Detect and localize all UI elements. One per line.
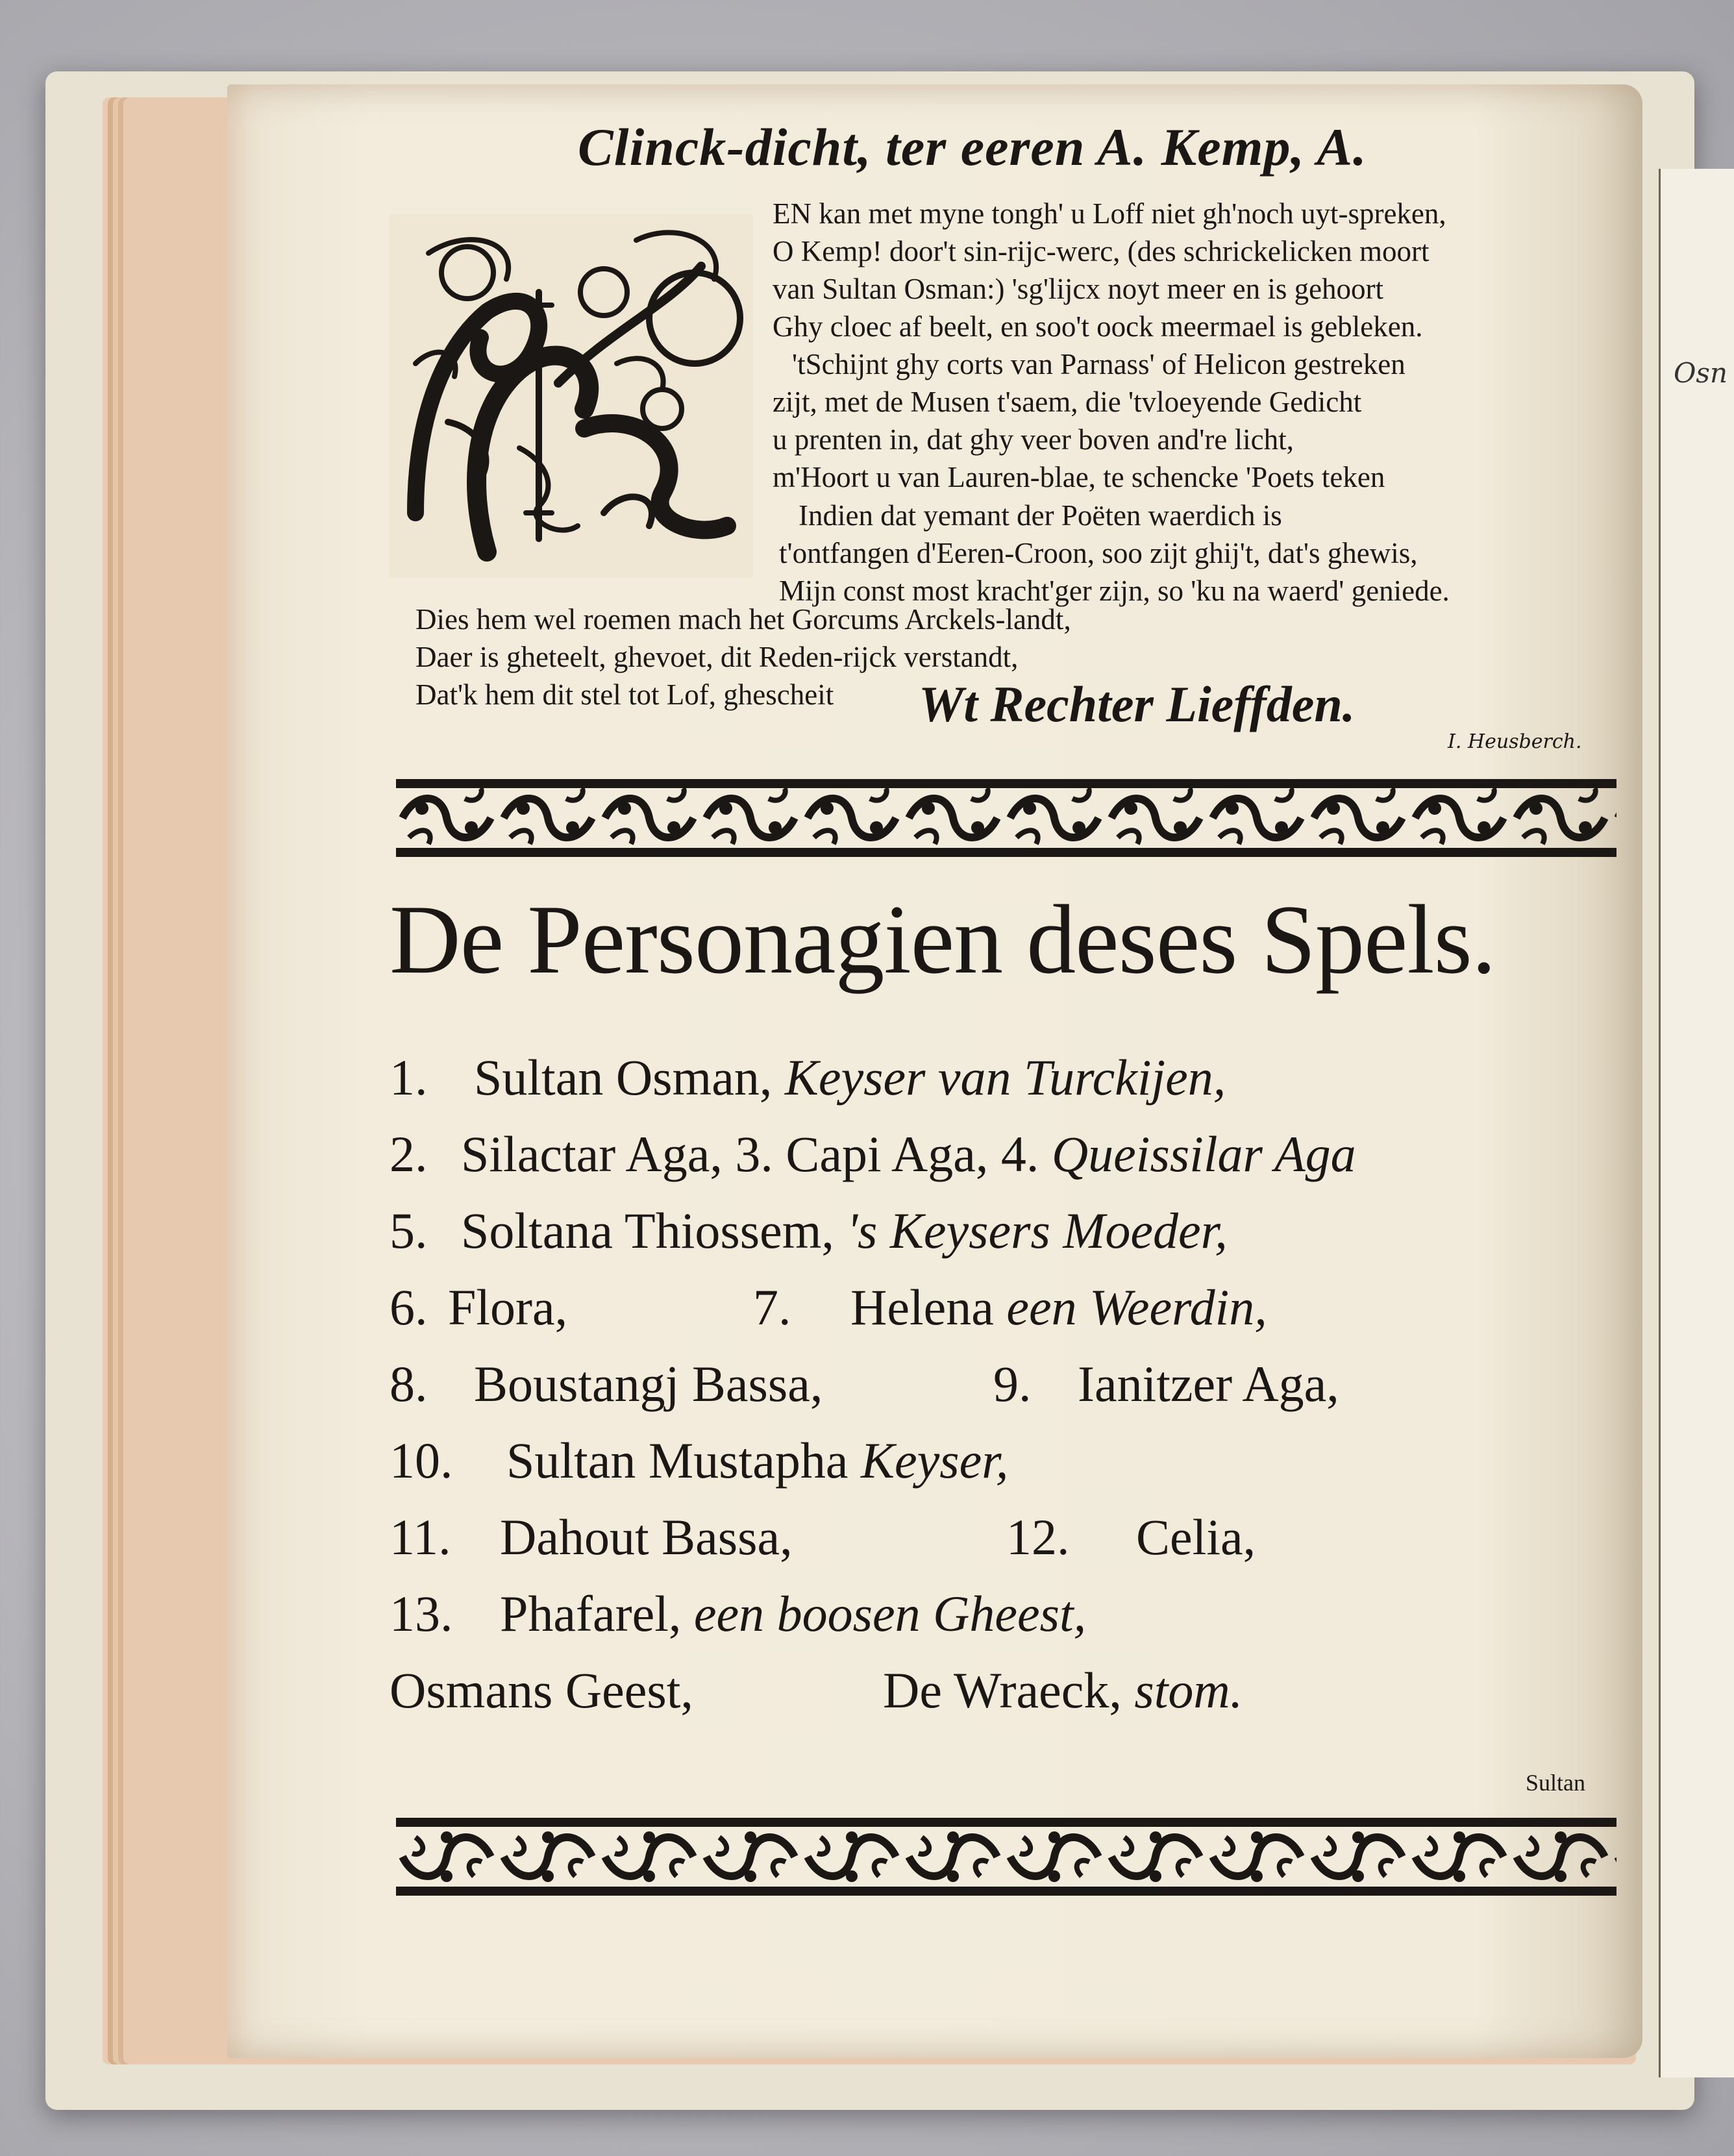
cast-number: 13. [390, 1585, 453, 1642]
cast-name: Osmans Geest, [390, 1662, 693, 1718]
poem-line: Dies hem wel roemen mach het Gorcums Arckels-landt, [415, 603, 1071, 636]
cast-name: Ianitzer Aga, [1078, 1356, 1339, 1412]
poem-line: O Kemp! door't sin-rijc-werc, (des schrickelicken moort [773, 235, 1430, 267]
cast-role: Keyser van Turckijen, [784, 1049, 1226, 1106]
cast-role: 's Keysers Moeder, [847, 1202, 1228, 1259]
poem-line: u prenten in, dat ghy veer boven and're licht, [773, 423, 1294, 456]
cast-role: een Weerdin, [1006, 1279, 1267, 1335]
decorated-initial-k-icon [390, 214, 753, 578]
cast-role: stom. [1134, 1662, 1243, 1718]
cast-row [390, 1125, 1356, 1183]
cast-number: 9. [993, 1356, 1032, 1412]
cast-number: 5. [390, 1202, 428, 1259]
cast-row [390, 1202, 1228, 1260]
cast-number: 7. [753, 1279, 791, 1335]
cast-name: Sultan Osman, [474, 1049, 773, 1106]
poem-line: Mijn const most kracht'ger zijn, so 'ku na waerd' geniede. [779, 575, 1450, 607]
cast-title: De Personagien deses Spels. [390, 885, 1496, 994]
signature-note: I. Heusberch. [1448, 730, 1582, 753]
cast-name: Dahout Bassa, [500, 1509, 793, 1565]
poem-line: Indien dat yemant der Poëten waerdich is [799, 499, 1282, 532]
cast-row [390, 1661, 1243, 1720]
cast-role: een boosen Gheest, [693, 1585, 1087, 1642]
cast-name: Phafarel, [500, 1585, 682, 1642]
cast-number: 8. [390, 1356, 428, 1412]
poem-line: Daer is gheteelt, ghevoet, dit Reden-rijck verstandt, [415, 641, 1019, 673]
cast-row [390, 1355, 1339, 1413]
poem-line: EN kan met myne tongh' u Loff niet gh'noch uyt-spreken, [773, 197, 1446, 230]
cast-name: Celia, [1136, 1509, 1256, 1565]
poem-signature: Wt Rechter Lieffden. [919, 676, 1356, 732]
cast-role: De Wraeck, [883, 1662, 1122, 1718]
cast-name: Flora, [448, 1279, 568, 1335]
cast-row [390, 1431, 1008, 1490]
cast-name: Helena [850, 1279, 994, 1335]
cast-number: 4. [1000, 1126, 1039, 1182]
catchword: Sultan [1526, 1770, 1586, 1796]
cast-number: 6. [390, 1279, 428, 1335]
cast-name: Sultan Mustapha [506, 1432, 848, 1489]
cast-number: 11. [390, 1509, 451, 1565]
cast-row [390, 1585, 1086, 1643]
ornament-band-top [396, 779, 1616, 857]
ornament-band-bottom [396, 1818, 1616, 1896]
facing-page-edge [1659, 169, 1734, 2077]
cast-role: Queissilar Aga [1051, 1126, 1356, 1182]
cast-role: Keyser, [860, 1432, 1009, 1489]
poem-line: m'Hoort u van Lauren-blae, te schencke 'Poets teken [773, 461, 1385, 493]
poem-line: van Sultan Osman:) 'sg'lijcx noyt meer en is gehoort [773, 273, 1384, 305]
cast-row [390, 1048, 1226, 1107]
cast-name: Soltana Thiossem, [461, 1202, 834, 1259]
poem-line: Dat'k hem dit stel tot Lof, ghescheit [415, 678, 834, 711]
poem-line: zijt, met de Musen t'saem, die 'tvloeyende Gedicht [773, 386, 1362, 418]
poem-title: Clinck-dicht, ter eeren A. Kemp, A. [578, 118, 1367, 177]
cast-number: 2. [390, 1126, 428, 1182]
cast-number: 10. [390, 1432, 453, 1489]
cast-row [390, 1508, 1256, 1567]
facing-page-text: Osn [1674, 357, 1728, 389]
poem-line: t'ontfangen d'Eeren-Croon, soo zijt ghij't, dat's ghewis, [779, 537, 1418, 569]
cast-name: Boustangj Bassa, [474, 1356, 823, 1412]
poem-line: Ghy cloec af beelt, en soo't oock meermael is gebleken. [773, 310, 1423, 343]
poem-line: 'tSchijnt ghy corts van Parnass' of Helicon gestreken [792, 348, 1406, 380]
cast-name: Silactar Aga, 3. Capi Aga, [461, 1126, 989, 1182]
cast-row [390, 1278, 1267, 1337]
cast-number: 12. [1006, 1509, 1070, 1565]
poem-stanza-2 [779, 497, 1450, 610]
cast-number: 1. [390, 1049, 428, 1106]
poem-stanza-1 [773, 195, 1446, 496]
